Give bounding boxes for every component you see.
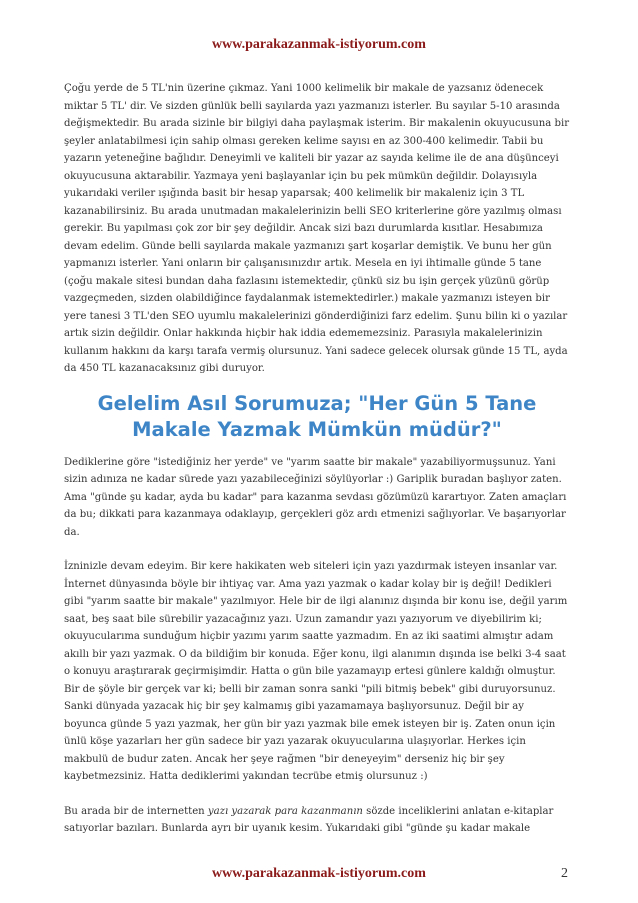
footer-url[interactable]: www.parakazanmak-istiyorum.com <box>212 866 426 881</box>
page-number: 2 <box>561 866 568 881</box>
paragraph-3: İzninizle devam edeyim. Bir kere hakikaten web siteleri için yazı yazdırmak isteyen insanlar var. İnternet dünyasında böyle bir ihtiyaç var. Ama yazı yazmak o kadar kolay bir iş değil! Dedikleri gibi "yarım saatte bir makale" yazılmıyor. Hele bir de ilgi alanınız dışında bir konu ise, değil yarım saat, beş saat bile sürebilir yazacağınız yazı. Uzun zamandır yazı yazıyorum ve diyebilirim ki; okuyucularıma sunduğum hiçbir yazımı yarım saatte yazmadım. En az iki saatimi almıştır adam akıllı bir yazı yazmak. O da bildiğim bir konuda. Eğer konu, ilgi alanımın dışında ise belki 3-4 saat o konuyu araştırarak geçirmişimdir. Hatta o gün bile yazamayıp ertesi günlere kaldığı olmuştur. Bir de şöyle bir gerçek var ki; belli bir zaman sonra sanki "pili bitmiş bebek" gibi duruyorsunuz. Sanki dünyada yazacak hiç bir şey kalmamış gibi yazamamaya başlıyorsunuz. Değil bir ay boyunca günde 5 yazı yazmak, her gün bir yazı yazmak bile emek isteyen bir iş. Zaten onun için ünlü köşe yazarları her gün sadece bir yazı yazarak okuyucularına ulaşıyorlar. Herkes için makbulü de budur zaten. Ancak her şeye rağmen "bir deneyeyim" derseniz hiç bir şey kaybetmezsiniz. Hatta dediklerimi yakından tecrübe etmiş olursunuz :) <box>64 561 568 782</box>
paragraph-2: Dediklerine göre "istediğiniz her yerde" ve "yarım saatte bir makale" yazabiliyormuşsunuz. Yani sizin adınıza ne kadar sürede yazı yazabileceğinizi söylüyorlar :) Gariplik buradan başlıyor zaten. Ama "günde şu kadar, ayda bu kadar" para kazanma sevdası gözümüzü karartıyor. Zaten amaçları da bu; dikkati para kazanmaya odaklayıp, gerçekleri göz ardı etmenizi sağlıyorlar. Ve başarıyorlar da. <box>64 456 567 538</box>
section-heading: Gelelim Asıl Sorumuza; "Her Gün 5 Tane Makale Yazmak Mümkün müdür?" <box>97 391 537 441</box>
header-url[interactable]: www.parakazanmak-istiyorum.com <box>212 37 426 52</box>
paragraph-4 <box>64 803 570 838</box>
intro-paragraph: Çoğu yerde de 5 TL'nin üzerine çıkmaz. Yani 1000 kelimelik bir makale de yazsanız ödenecek miktar 5 TL' dir. Ve sizden günlük belli sayılarda yazı yazmanızı isterler. Bu sayılar 5-10 arasında değişmektedir. Bu arada sizinle bir bilgiyi daha paylaşmak isterim. Bir makalenin okuyucusuna bir şeyler anlatabilmesi için sahip olması gereken kelime sayısı en az 300-400 kelimedir. Tabii bu yazarın yeteneğine bağlıdır. Deneyimli ve kaliteli bir yazar az sayıda kelime ile de ana düşünceyi okuyucusuna aktarabilir. Yazmaya yeni başlayanlar için bu pek mümkün değildir. Dolayısıyla yukarıdaki veriler ışığında basit bir hesap yaparsak; 400 kelimelik bir makaleniz için 3 TL kazanabilirsiniz. Bu arada unutmadan makalelerinizin belli SEO kriterlerine göre yazılmış olması gerekir. Bu yapılması çok zor bir şey değildir. Ancak sizi bazı durumlarda kısıtlar. Hesabımıza devam edelim. Günde belli sayılarda makale yazmanızı şart koşarlar demiştik. Ve bunu her gün yapmanızı isterler. Yani onların bir çalışanısınızdır artık. Mesela en iyi ihtimalle günde 5 tane (çoğu makale sitesi bundan daha fazlasını istemektedir, çünkü siz bu işin gerçek yüzünü görüp vazgeçmeden, sizden olabildiğince faydalanmak istemektedirler.) makale yazmanızı isteyen bir yere tanesi 3 TL'den SEO uyumlu makalelerinizi gönderdiğinizi farz edelim. Şunu bilin ki o yazılar artık sizin değildir. Onlar hakkında hiçbir hak iddia edememezsiniz. Parasıyla makalelerinizin kullanım hakkını da karşı tarafa vermiş olursunuz. Yani sadece gelecek olursak günde 15 TL, ayda da 450 TL kazanacaksınız gibi duruyor. <box>64 83 570 374</box>
paragraph-4-text-after: sözde inceliklerini anlatan e-kitaplar satıyorlar bazıları. Bunlarda ayrı bir uyanık kesim. Yukarıdaki gibi "günde şu kadar makale <box>64 805 554 834</box>
paragraph-4-italic-text: yazı yazarak para kazanmanın <box>207 805 363 817</box>
paragraph-4-text-before: Bu arada bir de internetten <box>64 805 208 817</box>
page-content <box>64 80 570 838</box>
